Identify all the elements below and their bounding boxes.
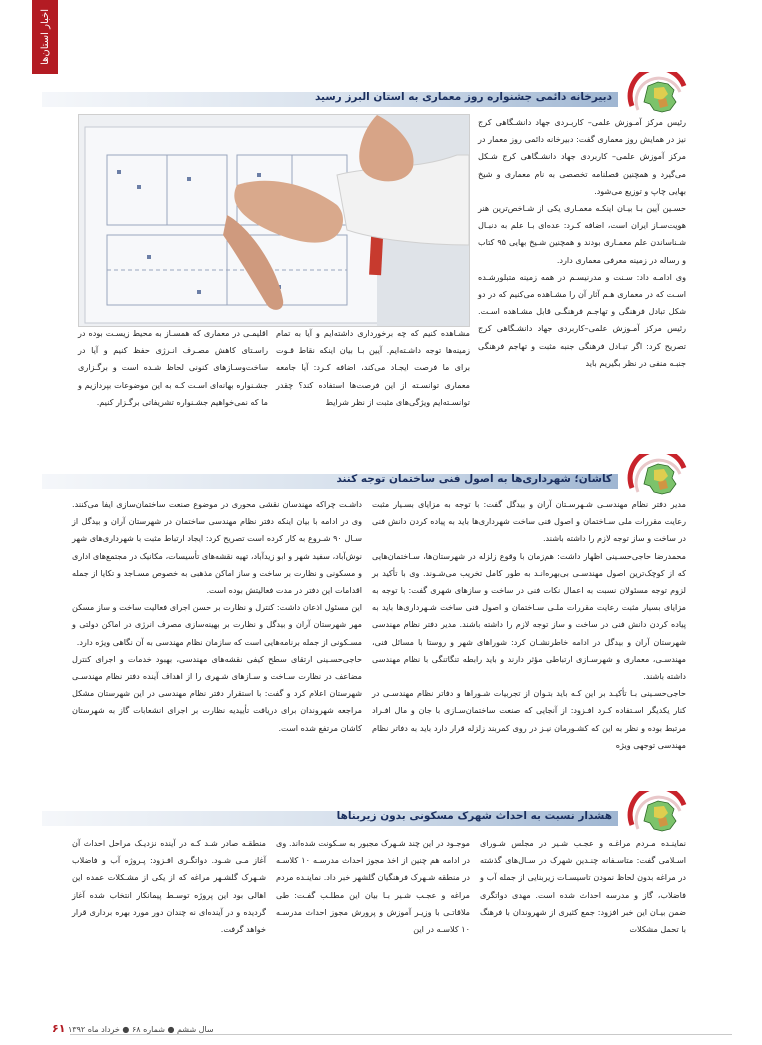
- section1-header: [42, 88, 690, 110]
- section2-left-column: [72, 496, 362, 737]
- architect-plan-photo: [78, 114, 470, 327]
- section1-left-column: [78, 325, 268, 411]
- section1-left-paragraph: اقلیمـی در معماری که همسـاز به محیط زیسـت بوده در راسـتای کاهش مصـرف انـرژی حفظ کنیم و آیا در ساخت‌وسـازهای کنونی لحاظ شـده است و برگـزاری جشـنواره بهانه‌ای اسـت کـه به این موضوعات بپردازیم و ما که نمی‌خواهیم جشـنواره تشریفاتی برگـزار کنیم.: [78, 328, 268, 407]
- section2-right-paragraph: مدیر دفتر نظام مهندسـی شـهرسـتان آران و بیدگل گفت: با توجه به مزایای بسـیار مثبت رعایت مقررات ملی سـاختمان و اصول فنی ساخت شهرداری‌ها باید به پیاده کردن دانش فنی در ساخت و ساز توجه لازم را داشته باشند.: [372, 499, 686, 544]
- section2-right-paragraph: حاجی‌حسـینی بـا تأکیـد بر این کـه باید بتـوان از تجربیات شـوراها و دفاتر نظام مهندسـی در کنار یکدیگر اسـتفاده کـرد افـزود: از آنجایی که صنعت ساختمان‌سـازی با جان و مال افـراد مرتبط بوده و نظر به این که کشـورمان نیـز در روی کمربند زلزله قرار دارد باید به دفاتر نظام مهندسی توجهی ویژه: [372, 688, 686, 750]
- issue-info: سال ششم ● شماره ۶۸ ● خرداد ماه ۱۳۹۲: [67, 1025, 214, 1034]
- iran-map-emblem-icon: [624, 791, 690, 841]
- section2-left-paragraph: حاجی‌حسـینی ارتقای سطح کیفی نقشه‌های مهندسی، بهبود خدمات و اجرای کنترل مضاعف در نظارت سـاخت و سـازهای شـهری را از اهداف آینده دفتر نظام مهندسـی شهرستان اعلام کرد و گفت: با استقرار دفتر نظام مهندسی در این شهرستان مشکل مراجعه شهروندان برای دریافت تأییدیه نظارت بر اجرای انشعابات گاز به شهرستان کاشان مرتفع شده است.: [72, 653, 362, 733]
- section2-left-paragraph: داشـت چراکه مهندسان نقشی محوری در موضوع صنعت ساختمان‌سازی ایفا می‌کنند. وی در ادامه با بیان اینکه دفتر نظام مهندسی ساختمان در شهرستان آران و بیدگل از سـال ۹۰ شـروع به کار کرده است تصریح کرد: ایجاد ارتباط مثبت با شهرداری‌های شهر نوش‌آباد، سفید شهر و ابو زیدآباد، تهیه نقشه‌های تأسیسات، مکانیک در مجتمع‌های اداری و مسکونی و نظارت بر ساخت و ساز اماکن مذهبی به خصوص مسـاجد و تکایا از جمله اقدامات این دفتر در مدت فعالیتش بوده است.: [72, 499, 362, 596]
- section3-left-paragraph: منطقـه صادر شـد کـه در آینده نزدیـک مراحل احداث آن آغاز مـی شـود. دواتگـری افـزود: پـروژه آب و فاضلاب شـهرک گلشـهر مراغه که از یکی از مشـکلات عمده این اهالی بود این پروژه توسـط پیمانکار انتخاب شده آغاز گردیده و در آینده‌ای نه چندان دور مورد بهره برداری قرار خواهد گرفت.: [72, 838, 266, 935]
- section2-left-paragraph: این مسئول اذعان داشت: کنترل و نظارت بر حسن اجرای فعالیت ساخت و ساز مسکن مهر شهرستان آران و بیدگل و نظارت بر بهینه‌سازی مصرف انرژی در اماکن دولتی و مسـکونی از جمله برنامه‌هایی است که سازمان نظام مهندسی به آن نگاهی ویژه دارد.: [72, 602, 362, 647]
- section3-middle-column: [276, 835, 470, 938]
- section1-middle-column: [276, 325, 470, 411]
- page-number: ۶۱: [52, 1022, 66, 1035]
- section3-right-paragraph: نماینـده مـردم مراغـه و عجـب شـیر در مجلس شـورای اسـلامی گفت: متاسـفانه چنـدین شهرک در سـال‌های گذشته در مراغه بدون لحاظ نمودن تاسیسـات زیربنایی از جمله آب و فاضلاب، گاز و مدرسه احداث شده است. مهدی دواتگری ضمن بیـان این خبر افزود: جمع کثیری از شهروندان با فرهنگ با تحمل مشکلات: [480, 838, 686, 935]
- section3-right-column: [480, 835, 686, 938]
- section1-title: دبیرخانه دائمی جشنواره روز معماری به استان البرز رسید: [314, 91, 612, 103]
- section2-title: کاشان؛ شهرداری‌ها به اصول فنی ساختمان توجه کنند: [336, 473, 612, 485]
- section1-middle-paragraph: مشـاهده کنیم که چه برخورداری داشته‌ایم و آیا به تمام زمینه‌ها توجه داشـته‌ایم. آیین بـا بیان اینکه نقاط قـوت برای ما فرصت ایجـاد می‌کند، اضافه کـرد: آیا جامعه معماری توانسـته از این فرصت‌ها استفاده کند؟ چقدر توانسـته‌ایم ویژگی‌های مثبت از نظر شرایط: [276, 328, 470, 407]
- section1-right-paragraph: رئیس مرکز آمـوزش علمی– کاربـردی جهاد دانشـگاهی کرج نیز در همایش روز معماری گفت: دبیرخانه دائمی روز معمار در مرکز آموزش علمی– کاربردی جهاد دانشـگاهی کرج شـکل می‌گیرد و همچنین فصلنامه تخصصی به نام معماری و شیخ بهایی چاپ و توزیع می‌شود.: [478, 117, 686, 196]
- section1-right-paragraph: وی ادامـه داد: سـنت و مدرنیسـم در همه زمینه متبلورشـده اسـت که در معماری هـم آثار آن را مشـاهده می‌کنیم که در دو شکل تبادل فرهنگی و تهاجـم فرهنگـی قابل مشـاهده اسـت. رئیس مرکز آمـوزش علمی–کاربردی جهاد دانشـگاهی کرج تصریح کرد: اگر تبـادل فرهنگی جنبه مثبت و تهاجم فرهنگی جنبـه منفی در نظر بگیریم باید: [478, 271, 686, 368]
- section2-right-paragraph: محمدرضا حاجی‌حسـینی اظهار داشت: هم‌زمان با وقوع زلزله در شهرستان‌ها، سـاختمان‌هایی که از کوچک‌ترین اصول مهندسـی بی‌بهره‌انـد به طور کامل تخریب می‌شـوند. وی با تأکید بر لزوم توجه مسئولان نسبت به اعمال نکات فنی در ساخت و سازهای شهری گفت: با توجه به مزایای بسیار مثبت رعایت مقررات ملـی سـاختمان و اصول فنی ساخت شـهرداری‌ها باید به پیاده کردن دانش فنی در ساخت و ساز توجه لازم را داشته باشند. مدیر دفتر نظام مهندسی شهرستان آران و بیدگل در ادامه خاطرنشـان کرد: شوراهای شهر و روستا با مسائل فنی، مهندسـی، معماری و شهرسـازی ارتباطی مؤثر دارند و باید رابطه تنگاتنگی با نظام مهندسی داشته باشند.: [372, 550, 686, 682]
- section2-header: [42, 470, 690, 492]
- blueprint-illustration: [78, 115, 469, 327]
- section3-title: هشدار نسبت به احداث شهرک مسکونی بدون زیربناها: [336, 810, 612, 822]
- page-footer: [42, 1022, 214, 1035]
- section1-right-column: [478, 114, 686, 372]
- section1-right-paragraph: حسـین آیین بـا بیـان اینکـه معمـاری یکی از شـاخص‌ترین هنر هویت‌سـاز ایران است، اضافه کـرد: عده‌ای بـا علم به دنبـال شـناساندن علم معمـاری بودند و همچنین شـیخ بهایی ۹۵ کتاب و رساله در زمینه معرفی معماری دارد.: [478, 203, 686, 265]
- section3-middle-paragraph: موجـود در این چند شـهرک مجبور به سـکونت شده‌اند. وی در ادامه هم چنین از اخذ مجوز احداث مدرسـه ۱۰ کلاسـه در منطقه شـهرک فرهنگیان گلشهر خبر داد. نماینـده مردم مراغه و عجـب شـیر بـا بیان این مطلـب گفـت: طی ملاقاتـی با وزیـر آموزش و پرورش مجوز احداث مدرسـه ۱۰ کلاسـه در این: [276, 838, 471, 935]
- section3-left-column: [72, 835, 266, 938]
- section2-right-column: [372, 496, 686, 754]
- section-tab: [32, 0, 58, 74]
- section-tab-label: اخبار استان‌ها: [39, 9, 51, 65]
- section3-header: [42, 807, 690, 829]
